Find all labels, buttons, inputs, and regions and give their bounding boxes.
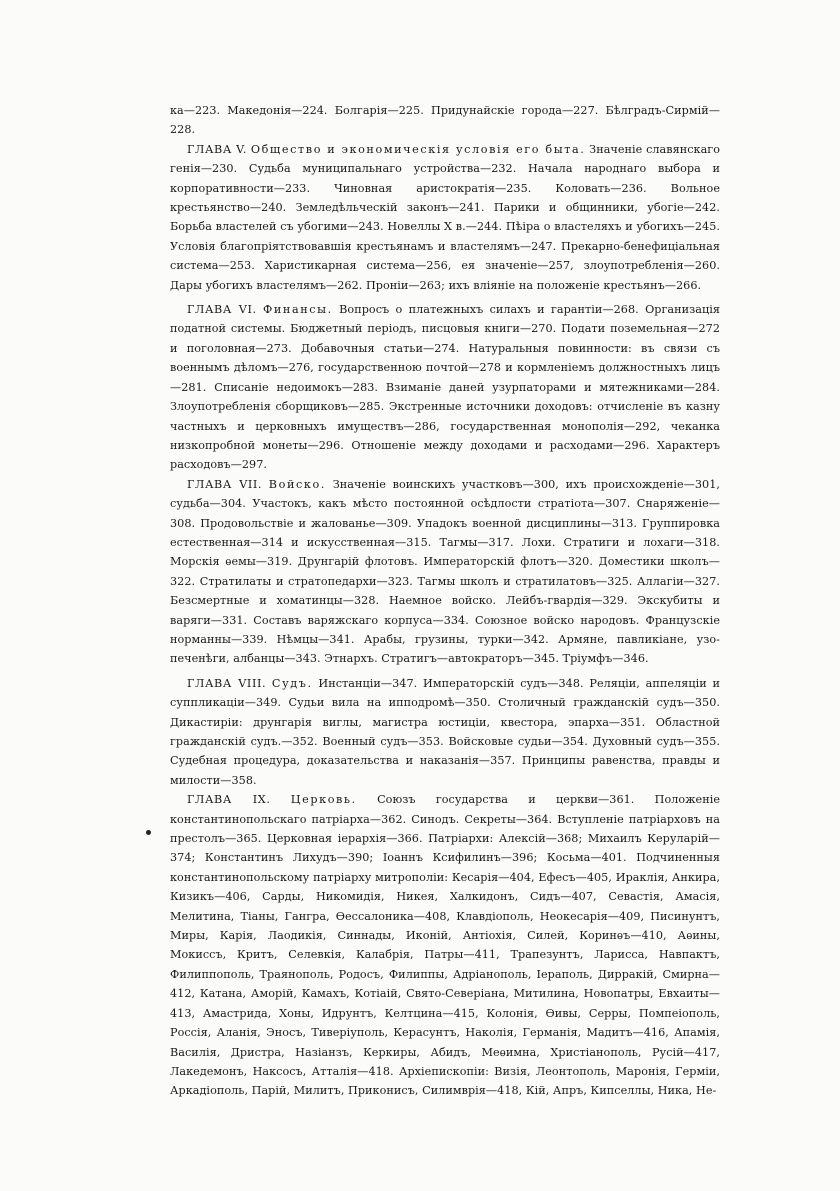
chapter-9-body: Союзъ государства и церкви—361. Положеніе константинопольскаго патріарха—362. Синодъ. Секреты—364. Вступленіе патріарховъ на престолъ—365. Церковная іерархія—366. Патріархи: Алексій—368; Михаилъ Керуларій—374; Константинъ Лихудъ—390; Іоаннъ Ксифилинъ—396; Косьма—401. Подчиненныя константинопольскому патріарху митрополіи: Кесарія—404, Ефесъ—405, Ираклія, Анкира, Кизикъ—406, Сарды, Никомидія, Никея, Халкидонъ, Сидъ—407, Севастія, Амасія, Мелитина, Тіаны, Гангра, Ѳессалоника—408, Клавдіополь, Неокесарія—409, Писинунтъ, Миры, Карія, Лаодикія, Синнады, Иконій, Антіохія, Силей, Коринѳъ—410, Аѳины, Мокиссъ, Критъ, Селевкія, Калабрія, Патры—411, Трапезунтъ, Ларисса, Навпактъ, Филиппополь, Траянополь, Родосъ, Филиппы, Адріанополь, Іераполь, Дирракій, Смирна—412, Катана, Аморій, Камахъ, Котіаій, Свято-Северіана, Митилина, Новопатры, Евхаиты—413, Амастрида, Хоны, Идрунтъ, Келтцина—415, Колонія, Ѳивы, Серры, Помпеіополь, Россія, Аланія, Эносъ, Тиверіуполь, Керасунтъ, Наколія, Германія, Мадитъ—416, Апамія, Василія, Дристра, Назіанзъ, Керкиры, Абидъ, Меѳимна, Христіанополь, Русій—417, Лакедемонъ, Наксосъ, Атталія—418. Архіепископіи: Визія, Леонтополь, Маронія, Герміи, Аркадіополь, Парій, Милитъ, Приконисъ, Силимврія—418, Кій, Апръ, Кипселлы, Ника, Не- <box>170 793 721 1098</box>
chapter-6-body: Вопросъ о платежныхъ силахъ и гарантіи—268. Организація податной системы. Бюджетный періодъ, писцовыя книги—270. Подати поземельная—272 и поголовная—273. Добавочныя статьи—274. Натуральныя повинности: въ связи съ военнымъ дѣломъ—276, государственною почтой—278 и кормленіемъ должностныхъ лицъ—281. Списаніе недоимокъ—283. Взиманіе даней узурпаторами и мятежниками—284. Злоупотребленія сборщиковъ—285. Экстренные источники доходовъ: отчисленіе въ казну частныхъ и церковныхъ имуществъ—286, государственная монополія—292, чеканка низкопробной монеты—296. Отношеніе между доходами и расходами—296. Характеръ расходовъ—297. <box>170 303 720 472</box>
chapter-8-body: Инстанціи—347. Императорскій судъ—348. Реляціи, аппеляціи и суппликаціи—349. Судьи вила на ипподромѣ—350. Столичный гражданскій судъ—350. Дикастиріи: друнгарія виглы, магистра юстиціи, квестора, эпарха—351. Областной гражданскій судъ.—352. Военный судъ—353. Войсковые судьи—354. Духовный судъ—355. Судебная процедура, доказательства и наказанія—357. Принципы равенства, правды и милости—358. <box>170 676 720 787</box>
chapter-5-title: Общество и экономическія условія его быта. <box>250 142 586 156</box>
margin-dot-mark <box>146 830 151 835</box>
table-of-contents-text <box>170 101 720 1101</box>
chapter-7-paragraph <box>170 475 720 669</box>
chapter-9-title: Церковь. <box>290 793 357 807</box>
chapter-7-heading: ГЛАВА VII. <box>187 477 263 491</box>
chapter-5-heading: ГЛАВА V. <box>187 142 248 156</box>
intro-text: ка—223. Македонія—224. Болгарія—225. Придунайскіе города—227. Бѣлградъ-Сирмій—228. <box>170 104 720 137</box>
chapter-7-title: Войско. <box>268 477 326 491</box>
chapter-5-body: Значеніе славянскаго генія—230. Судьба муниципальнаго устройства—232. Начала народнаго выбора и корпоративности—233. Чиновная аристократія—235. Коловать—236. Вольное крестьянство—240. Земледѣльческій законъ—241. Парики и общинники, убогіе—242. Борьба властелей съ убогими—243. Новеллы X в.—244. Пѣіра о властеляхъ и убогихъ—245. Условія благопріятствовавшія крестьянамъ и властелямъ—247. Прекарно-бенефиціальная система—253. Харистикарная система—256, ея значеніе—257, злоупотребленія—260. Дары убогихъ властелямъ—262. Проніи—263; ихъ вліяніе на положеніе крестьянъ—266. <box>170 142 720 292</box>
chapter-6-paragraph <box>170 300 720 475</box>
chapter-8-heading: ГЛАВА VIII. <box>187 676 267 690</box>
chapter-8-title: Судъ. <box>271 676 313 690</box>
chapter-5-paragraph <box>170 140 720 295</box>
chapter-7-body: Значеніе воинскихъ участковъ—300, ихъ происхожденіе—301, судьба—304. Участокъ, какъ мѣсто постоянной осѣдлости стратіота—307. Снаряженіе—308. Продовольствіе и жалованье—309. Упадокъ военной дисциплины—313. Группировка естественная—314 и искусственная—315. Тагмы—317. Лохи. Стратиги и лохаги—318. Морскія ѳемы—319. Друнгарій флотовъ. Императорскій флотъ—320. Доместики школъ—322. Стратилаты и стратопедархи—323. Тагмы школъ и стратилатовъ—325. Аллагіи—327. Безсмертные и хоматинцы—328. Наемное войско. Лейбъ-гвардія—329. Экскубиты и варяги—331. Составъ варяжскаго корпуса—334. Союзное войско народовъ. Французскіе норманны—339. Нѣмцы—341. Арабы, грузины, турки—342. Армяне, павликіане, узо-печенѣги, албанцы—343. Этнархъ. Стратигъ—автократоръ—345. Тріумфъ—346. <box>170 477 720 666</box>
chapter-6-title: Финансы. <box>262 303 333 317</box>
intro-paragraph <box>170 101 720 140</box>
chapter-6-heading: ГЛАВА VI. <box>187 303 257 317</box>
chapter-9-paragraph <box>170 790 720 1101</box>
chapter-8-paragraph <box>170 674 720 790</box>
chapter-9-heading: ГЛАВА IX. <box>187 793 271 807</box>
